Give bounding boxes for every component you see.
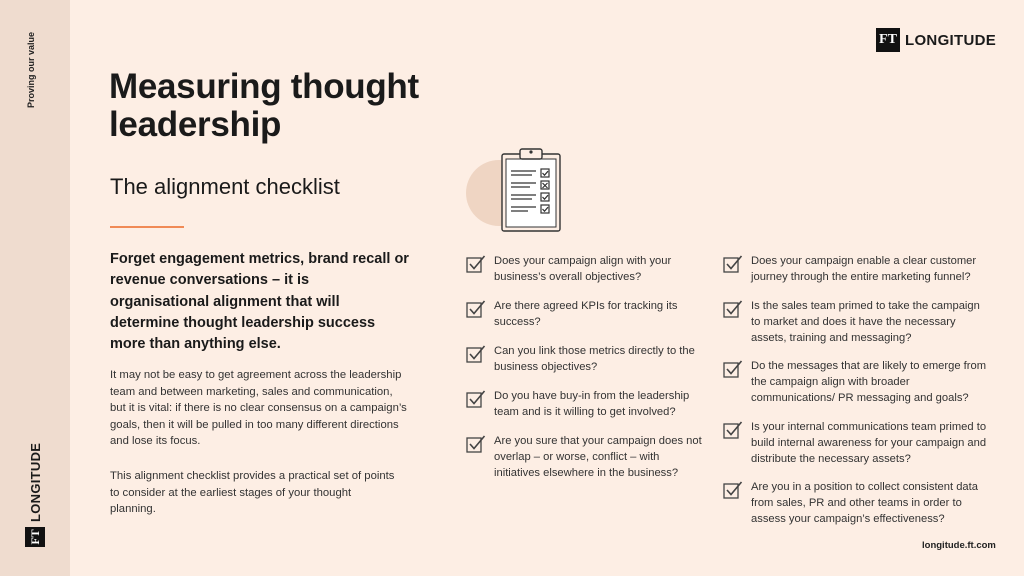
checklist-item-text: Can you link those metrics directly to the business objectives? bbox=[494, 345, 695, 373]
checklist-item bbox=[723, 358, 988, 406]
checklist-item-text: Does your campaign enable a clear customer journey through the entire marketing funnel? bbox=[751, 255, 977, 283]
checklist-item bbox=[466, 433, 706, 481]
checklist-item-text: Do you have buy-in from the leadership team and is it willing to get involved? bbox=[494, 390, 690, 418]
header-logo bbox=[876, 28, 996, 52]
checklist-item bbox=[723, 298, 988, 346]
checkbox-checked-icon bbox=[466, 299, 486, 319]
checklist-item-text: Are there agreed KPIs for tracking its success? bbox=[494, 300, 678, 328]
checklist-item bbox=[723, 253, 988, 285]
checklist-item bbox=[466, 253, 706, 285]
checkbox-checked-icon bbox=[466, 434, 486, 454]
body-paragraph: This alignment checklist provides a practical set of points to consider at the earliest stages of your thought planning. bbox=[110, 470, 395, 516]
ft-logo-mark: FT bbox=[25, 527, 45, 547]
sidebar-tag: Proving our value bbox=[26, 31, 36, 108]
checkbox-checked-icon bbox=[723, 420, 743, 440]
checklist-item bbox=[723, 419, 988, 467]
logo-wordmark: LONGITUDE bbox=[27, 442, 43, 522]
checklist-item-text: Are you sure that your campaign does not overlap – or worse, conflict – with initiatives elsewhere in the business? bbox=[494, 435, 702, 479]
checklist-item bbox=[466, 343, 706, 375]
checklist-item bbox=[466, 298, 706, 330]
page-title: Measuring thought leadership bbox=[109, 67, 419, 144]
checklist-item-text: Is the sales team primed to take the campaign to market and does it have the necessary assets, training and messaging? bbox=[751, 299, 980, 344]
checkbox-checked-icon bbox=[723, 480, 743, 500]
checkbox-checked-icon bbox=[723, 299, 743, 319]
checklist-item-text: Does your campaign align with your business’s overall objectives? bbox=[494, 255, 672, 283]
checklist-item bbox=[466, 388, 706, 420]
checkbox-checked-icon bbox=[466, 389, 486, 409]
checkbox-checked-icon bbox=[723, 254, 743, 274]
checkbox-checked-icon bbox=[466, 254, 486, 274]
checklist-item-text: Is your internal communications team primed to build internal awareness for your campaign and distribute the necessary assets? bbox=[751, 420, 987, 465]
lead-paragraph: Forget engagement metrics, brand recall or revenue conversations – it is organisational alignment that will determine thought leadership success more than anything else. bbox=[110, 251, 409, 353]
ft-logo-mark: FT bbox=[876, 28, 900, 52]
checklist-left bbox=[466, 253, 706, 494]
checkbox-checked-icon bbox=[723, 359, 743, 379]
website-link[interactable]: longitude.ft.com bbox=[922, 540, 996, 551]
accent-divider bbox=[110, 226, 184, 228]
logo-wordmark: LONGITUDE bbox=[905, 31, 997, 49]
sidebar-logo bbox=[25, 443, 45, 547]
page-subtitle: The alignment checklist bbox=[110, 174, 340, 199]
checkbox-checked-icon bbox=[466, 344, 486, 364]
checklist-item-text: Do the messages that are likely to emerge from the campaign align with broader communications/ PR messaging and goals? bbox=[751, 360, 987, 405]
clipboard-checklist-icon bbox=[492, 145, 570, 235]
body-paragraph: It may not be easy to get agreement across the leadership team and between marketing, sales and communication, but it is vital: if there is no clear consensus on a campaign’s goals, then it will be pulled in too many different directions and lose its focus. bbox=[110, 369, 407, 448]
checklist-item-text: Are you in a position to collect consistent data from sales, PR and other teams in order to assess your campaign’s effectiveness? bbox=[751, 481, 978, 526]
checklist-right bbox=[723, 253, 988, 540]
sidebar bbox=[0, 0, 70, 576]
checklist-item bbox=[723, 479, 988, 527]
